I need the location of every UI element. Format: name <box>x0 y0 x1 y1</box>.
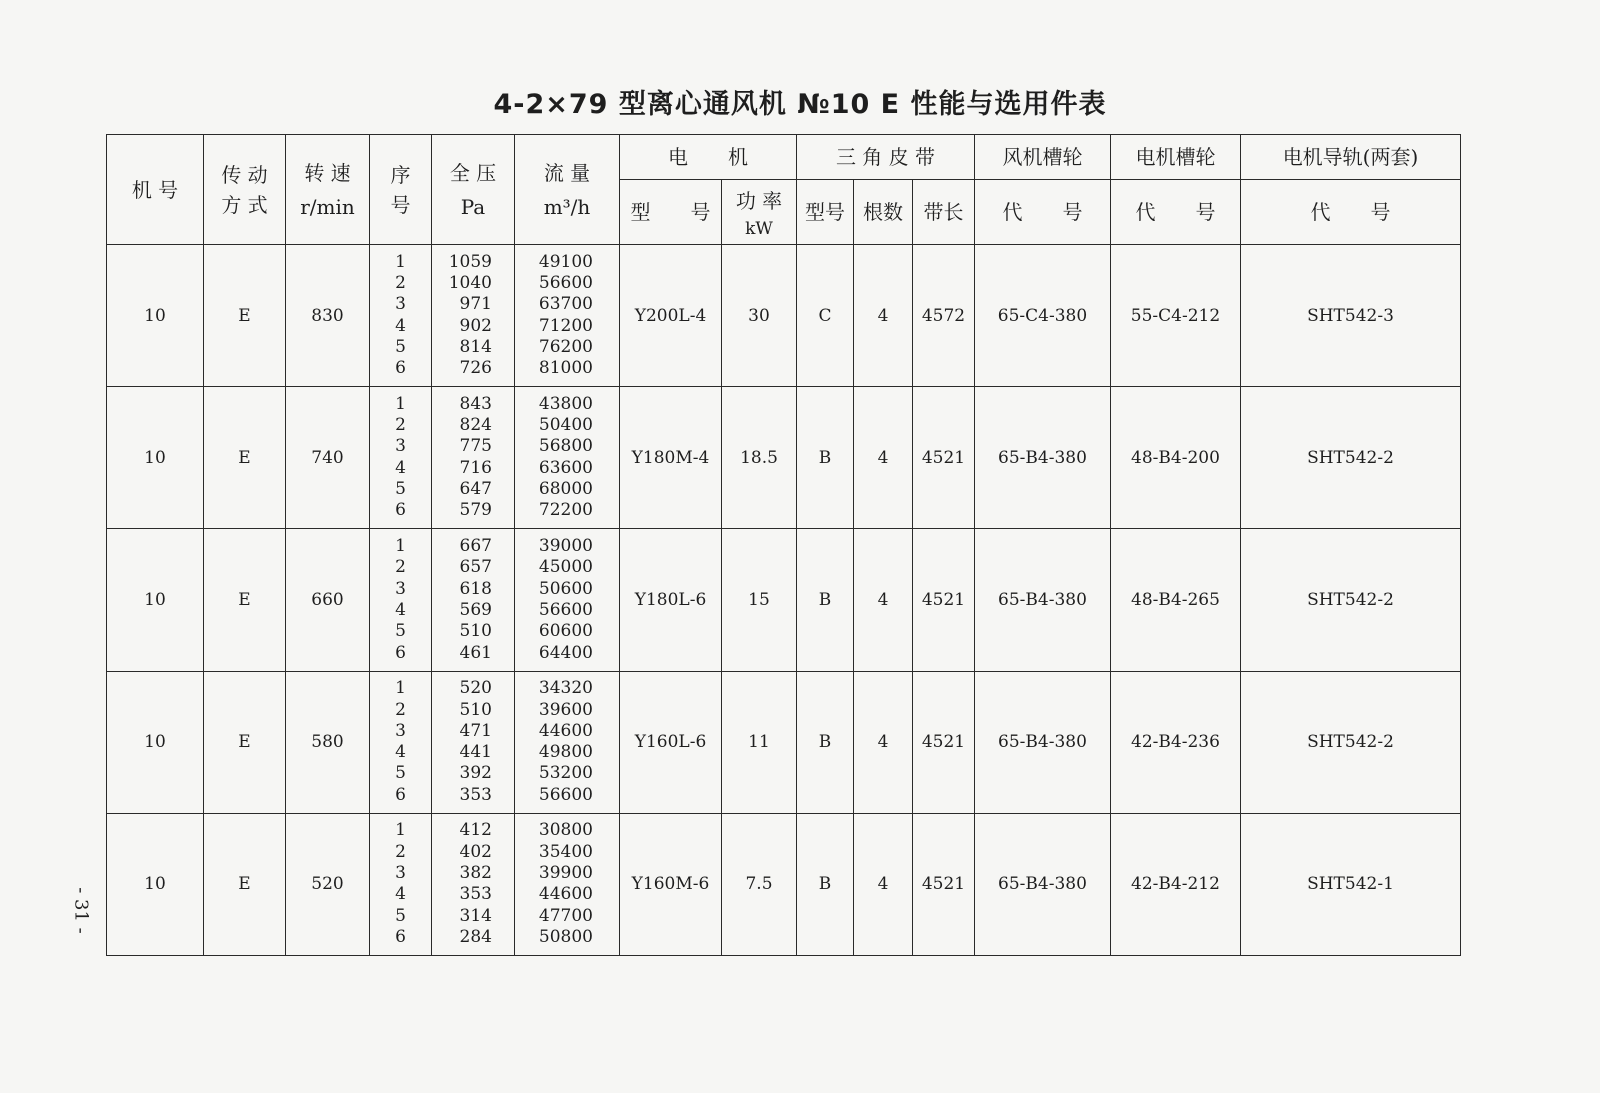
pressure-cell-value: 579 <box>459 500 492 521</box>
flow-cell-value: 56600 <box>538 599 593 620</box>
header-drive: 传 动 方 式 <box>204 135 286 245</box>
flow-cell <box>515 671 620 813</box>
motor-power-cell: 11 <box>722 671 797 813</box>
pressure-cell-value: 520 <box>459 678 492 699</box>
fan-pulley-cell: 65-B4-380 <box>975 387 1111 529</box>
header-motor-model: 型 号 <box>620 180 722 245</box>
seq-cell-value: 3 <box>395 294 406 315</box>
flow-cell-value: 53200 <box>538 763 593 784</box>
seq-cell-value: 2 <box>395 699 406 720</box>
header-machine-no: 机 号 <box>107 135 204 245</box>
flow-cell-value: 47700 <box>538 905 593 926</box>
seq-cell-value: 1 <box>395 536 406 557</box>
speed-cell: 830 <box>286 245 370 387</box>
pressure-cell-value: 441 <box>459 742 492 763</box>
belt-count-cell: 4 <box>854 387 913 529</box>
belt-length-cell: 4521 <box>913 813 975 955</box>
motor-power-cell: 15 <box>722 529 797 671</box>
pressure-cell-value: 412 <box>459 820 492 841</box>
speed-cell: 660 <box>286 529 370 671</box>
pressure-cell-value: 1059 <box>448 251 492 272</box>
page-title: 4-2×79 型离心通风机 №10 E 性能与选用件表 <box>493 89 1107 120</box>
flow-cell <box>515 813 620 955</box>
pressure-cell-value: 392 <box>459 763 492 784</box>
pressure-cell-value: 618 <box>459 578 492 599</box>
seq-cell-value: 3 <box>395 436 406 457</box>
seq-cell-value: 1 <box>395 820 406 841</box>
flow-cell-value: 50400 <box>538 415 593 436</box>
header-pressure: 全 压 Pa <box>432 135 515 245</box>
fan-pulley-cell: 65-B4-380 <box>975 671 1111 813</box>
pressure-cell-value: 667 <box>459 536 492 557</box>
table-row <box>107 245 1461 387</box>
flow-cell-value: 50600 <box>538 578 593 599</box>
flow-cell <box>515 529 620 671</box>
seq-cell-value: 6 <box>395 926 406 947</box>
motor-pulley-cell: 42-B4-212 <box>1111 813 1241 955</box>
header-vbelt: 三 角 皮 带 <box>797 135 975 180</box>
seq-cell-value: 4 <box>395 884 406 905</box>
header-motor-power: 功 率 kW <box>722 180 797 245</box>
flow-cell-value: 34320 <box>538 678 593 699</box>
speed-cell: 740 <box>286 387 370 529</box>
flow-cell-value: 50800 <box>538 926 593 947</box>
fan-pulley-cell: 65-B4-380 <box>975 529 1111 671</box>
flow-cell-value: 49800 <box>538 742 593 763</box>
speed-cell: 520 <box>286 813 370 955</box>
seq-cell-value: 4 <box>395 599 406 620</box>
seq-cell-value: 5 <box>395 336 406 357</box>
motor-model-cell: Y180M-4 <box>620 387 722 529</box>
seq-cell <box>370 529 432 671</box>
motor-pulley-cell: 55-C4-212 <box>1111 245 1241 387</box>
belt-type-cell: B <box>797 671 854 813</box>
seq-cell-value: 1 <box>395 678 406 699</box>
flow-cell-value: 72200 <box>538 500 593 521</box>
table-row <box>107 529 1461 671</box>
header-fan-pulley-code: 代 号 <box>975 180 1111 245</box>
header-motor-pulley: 电机槽轮 <box>1111 135 1241 180</box>
seq-cell <box>370 671 432 813</box>
pressure-cell-value: 461 <box>459 642 492 663</box>
pressure-cell-value: 843 <box>459 393 492 414</box>
pressure-cell-value: 353 <box>459 884 492 905</box>
seq-cell-value: 4 <box>395 457 406 478</box>
pressure-cell <box>432 813 515 955</box>
flow-cell-value: 76200 <box>538 336 593 357</box>
seq-cell-value: 5 <box>395 905 406 926</box>
seq-cell-value: 4 <box>395 742 406 763</box>
belt-count-cell: 4 <box>854 245 913 387</box>
pressure-cell <box>432 245 515 387</box>
seq-cell-value: 4 <box>395 315 406 336</box>
seq-cell-value: 6 <box>395 358 406 379</box>
pressure-cell-value: 824 <box>459 415 492 436</box>
flow-cell-value: 39600 <box>538 699 593 720</box>
belt-count-cell: 4 <box>854 671 913 813</box>
table-row <box>107 671 1461 813</box>
drive-cell: E <box>204 671 286 813</box>
belt-count-cell: 4 <box>854 813 913 955</box>
seq-cell-value: 2 <box>395 273 406 293</box>
pressure-cell-value: 775 <box>459 436 492 457</box>
pressure-cell <box>432 387 515 529</box>
header-speed: 转 速 r/min <box>286 135 370 245</box>
flow-cell-value: 63600 <box>538 457 593 478</box>
header-motor-rail-code: 代 号 <box>1241 180 1461 245</box>
motor-rail-cell: SHT542-2 <box>1241 387 1461 529</box>
pressure-cell-value: 716 <box>459 457 492 478</box>
pressure-cell-value: 314 <box>459 905 492 926</box>
flow-cell-value: 56600 <box>538 273 593 293</box>
motor-model-cell: Y160M-6 <box>620 813 722 955</box>
seq-cell-value: 2 <box>395 841 406 862</box>
flow-cell-value: 49100 <box>538 251 593 272</box>
belt-type-cell: B <box>797 387 854 529</box>
machine-no-cell: 10 <box>107 387 204 529</box>
pressure-cell-value: 382 <box>459 863 492 884</box>
machine-no-cell: 10 <box>107 245 204 387</box>
motor-rail-cell: SHT542-2 <box>1241 529 1461 671</box>
seq-cell-value: 2 <box>395 415 406 436</box>
motor-rail-cell: SHT542-3 <box>1241 245 1461 387</box>
seq-cell-value: 5 <box>395 479 406 500</box>
pressure-cell-value: 657 <box>459 557 492 578</box>
drive-cell: E <box>204 245 286 387</box>
seq-cell <box>370 245 432 387</box>
motor-power-cell: 18.5 <box>722 387 797 529</box>
table-body <box>107 245 1461 956</box>
page-number: - 31 - <box>70 887 92 934</box>
speed-cell: 580 <box>286 671 370 813</box>
table-row <box>107 813 1461 955</box>
flow-cell-value: 44600 <box>538 884 593 905</box>
machine-no-cell: 10 <box>107 813 204 955</box>
drive-cell: E <box>204 387 286 529</box>
motor-pulley-cell: 48-B4-265 <box>1111 529 1241 671</box>
pressure-cell-value: 726 <box>459 358 492 379</box>
pressure-cell-value: 1040 <box>448 273 492 293</box>
header-flow: 流 量 m³/h <box>515 135 620 245</box>
fan-pulley-cell: 65-B4-380 <box>975 813 1111 955</box>
flow-cell-value: 45000 <box>538 557 593 578</box>
belt-type-cell: B <box>797 813 854 955</box>
pressure-cell-value: 902 <box>459 315 492 336</box>
seq-cell-value: 1 <box>395 251 406 272</box>
header-belt-count: 根数 <box>854 180 913 245</box>
machine-no-cell: 10 <box>107 529 204 671</box>
seq-cell <box>370 813 432 955</box>
header-belt-length: 带长 <box>913 180 975 245</box>
flow-cell <box>515 387 620 529</box>
motor-model-cell: Y200L-4 <box>620 245 722 387</box>
pressure-cell-value: 471 <box>459 720 492 741</box>
belt-type-cell: B <box>797 529 854 671</box>
pressure-cell-value: 510 <box>459 699 492 720</box>
motor-pulley-cell: 42-B4-236 <box>1111 671 1241 813</box>
seq-cell-value: 6 <box>395 784 406 805</box>
motor-model-cell: Y160L-6 <box>620 671 722 813</box>
pressure-cell <box>432 671 515 813</box>
seq-cell-value: 3 <box>395 863 406 884</box>
pressure-cell-value: 814 <box>459 336 492 357</box>
flow-cell-value: 56600 <box>538 784 593 805</box>
flow-cell-value: 39900 <box>538 863 593 884</box>
belt-length-cell: 4521 <box>913 387 975 529</box>
flow-cell-value: 81000 <box>538 358 593 379</box>
machine-no-cell: 10 <box>107 671 204 813</box>
flow-cell-value: 39000 <box>538 536 593 557</box>
seq-cell-value: 2 <box>395 557 406 578</box>
pressure-cell-value: 510 <box>459 621 492 642</box>
flow-cell <box>515 245 620 387</box>
header-motor: 电 机 <box>620 135 797 180</box>
header-motor-rail: 电机导轨(两套) <box>1241 135 1461 180</box>
pressure-cell <box>432 529 515 671</box>
seq-cell-value: 1 <box>395 393 406 414</box>
flow-cell-value: 30800 <box>538 820 593 841</box>
motor-model-cell: Y180L-6 <box>620 529 722 671</box>
flow-cell-value: 35400 <box>538 841 593 862</box>
seq-cell <box>370 387 432 529</box>
flow-cell-value: 44600 <box>538 720 593 741</box>
flow-cell-value: 56800 <box>538 436 593 457</box>
drive-cell: E <box>204 813 286 955</box>
fan-pulley-cell: 65-C4-380 <box>975 245 1111 387</box>
belt-length-cell: 4521 <box>913 671 975 813</box>
pressure-cell-value: 284 <box>459 926 492 947</box>
pressure-cell-value: 402 <box>459 841 492 862</box>
seq-cell-value: 5 <box>395 621 406 642</box>
header-fan-pulley: 风机槽轮 <box>975 135 1111 180</box>
pressure-cell-value: 353 <box>459 784 492 805</box>
header-motor-pulley-code: 代 号 <box>1111 180 1241 245</box>
performance-table <box>106 134 1461 956</box>
table-row <box>107 387 1461 529</box>
flow-cell-value: 43800 <box>538 393 593 414</box>
flow-cell-value: 64400 <box>538 642 593 663</box>
header-belt-type: 型号 <box>797 180 854 245</box>
header-seq: 序 号 <box>370 135 432 245</box>
flow-cell-value: 60600 <box>538 621 593 642</box>
motor-rail-cell: SHT542-2 <box>1241 671 1461 813</box>
seq-cell-value: 3 <box>395 720 406 741</box>
belt-count-cell: 4 <box>854 529 913 671</box>
seq-cell-value: 6 <box>395 500 406 521</box>
pressure-cell-value: 569 <box>459 599 492 620</box>
belt-type-cell: C <box>797 245 854 387</box>
belt-length-cell: 4572 <box>913 245 975 387</box>
motor-rail-cell: SHT542-1 <box>1241 813 1461 955</box>
motor-power-cell: 7.5 <box>722 813 797 955</box>
flow-cell-value: 71200 <box>538 315 593 336</box>
motor-power-cell: 30 <box>722 245 797 387</box>
belt-length-cell: 4521 <box>913 529 975 671</box>
pressure-cell-value: 647 <box>459 479 492 500</box>
flow-cell-value: 68000 <box>538 479 593 500</box>
seq-cell-value: 5 <box>395 763 406 784</box>
pressure-cell-value: 971 <box>459 294 492 315</box>
seq-cell-value: 3 <box>395 578 406 599</box>
motor-pulley-cell: 48-B4-200 <box>1111 387 1241 529</box>
seq-cell-value: 6 <box>395 642 406 663</box>
flow-cell-value: 63700 <box>538 294 593 315</box>
drive-cell: E <box>204 529 286 671</box>
